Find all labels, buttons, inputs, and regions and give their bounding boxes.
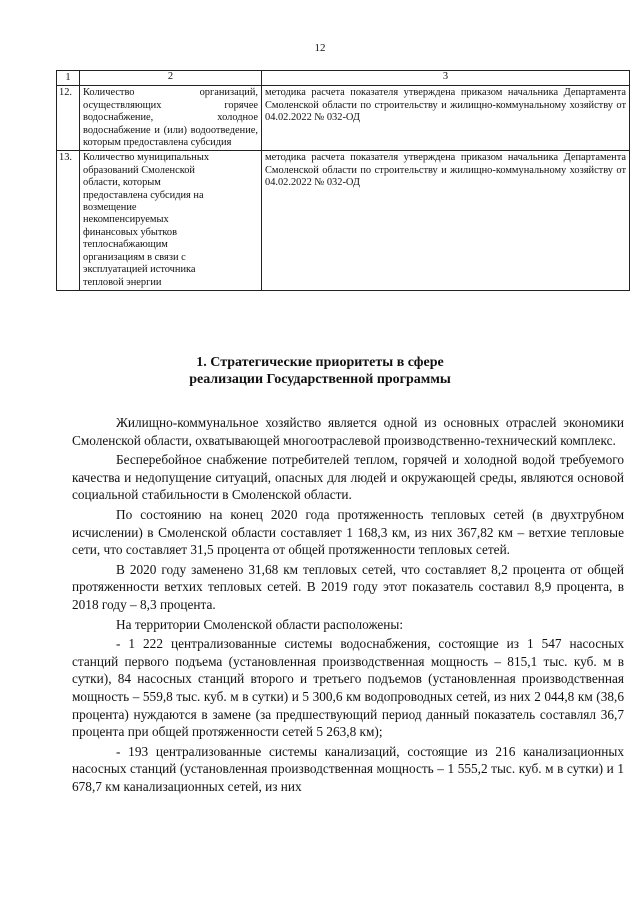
row-number: 13. <box>57 151 80 290</box>
paragraph: В 2020 году заменено 31,68 км тепловых сетей, что составляет 8,2 процента от общей протяженности ветхих тепловых сетей. В 2019 году этот показатель составил 8,9 процента, в 2018 году – 8,3 процента. <box>72 561 624 612</box>
indicator-method: методика расчета показателя утверждена приказом начальника Департамента Смоленской области по строительству и жилищно-коммунальному хозяйству от 04.02.2022 № 032-ОД <box>262 151 630 290</box>
table-row <box>57 151 630 290</box>
indicators-table <box>56 70 630 291</box>
table-header-row <box>57 71 630 86</box>
list-item: - 1 222 централизованные системы водоснабжения, состоящие из 1 547 насосных станций первого подъема (установленная производственная мощность – 815,1 тыс. куб. м в сутки), 84 насосных станций второго и третьего подъемов (установленная производственная мощность – 559,8 тыс. куб. м в сутки) и 5 300,6 км водопроводных сетей, из них 2 044,8 км (38,6 процента) нуждаются в замене (за предшествующий период данный показатель составлял 36,7 процента при общей протяженности сетей 5 263,8 км); <box>72 636 624 740</box>
section-title <box>0 354 640 388</box>
section-title-line-2: реализации Государственной программы <box>189 372 451 387</box>
document-body <box>72 414 624 797</box>
row-number: 12. <box>57 86 80 151</box>
section-title-line-1: 1. Стратегические приоритеты в сфере <box>196 355 444 370</box>
paragraph: По состоянию на конец 2020 года протяженность тепловых сетей (в двухтрубном исчислении) в Смоленской области составляет 1 168,3 км, из них 367,82 км – ветхие тепловые сети, что составляет 31,5 процента от общей протяженности тепловых сетей. <box>72 506 624 558</box>
page-number: 12 <box>314 42 326 54</box>
table-header-cell: 2 <box>80 71 262 86</box>
indicator-name: Количество организаций, осуществляющих горячее водоснабжение, холодное водоснабжение и (или) водоотведение, которым предоставлена субсидия <box>80 86 262 151</box>
paragraph: Жилищно-коммунальное хозяйство является одной из основных отраслей экономики Смоленской области, охватывающей многоотраслевой производственно-технический комплекс. <box>72 415 624 448</box>
table-header-cell: 3 <box>262 71 630 86</box>
table-header-cell: 1 <box>57 71 80 86</box>
indicator-method: методика расчета показателя утверждена приказом начальника Департамента Смоленской области по строительству и жилищно-коммунальному хозяйству от 04.02.2022 № 032-ОД <box>262 86 630 151</box>
list-item: - 193 централизованные системы канализаций, состоящие из 216 канализационных насосных станций (установленная производственная мощность – 1 555,2 тыс. куб. м в сутки) и 1 678,7 км канализационных сетей, из них <box>72 743 624 794</box>
paragraph: Бесперебойное снабжение потребителей теплом, горячей и холодной водой требуемого качества и недопущение ситуаций, опасных для людей и окружающей среды, являются основой социальной стабильности в Смоленской области. <box>72 452 624 503</box>
indicator-name: Количество муниципальных образований Смоленской области, которым предоставлена субсидия на возмещение некомпенсируемых финансовых убытков теплоснабжающим организациям в связи с эксплуатацией источника тепловой энергии <box>80 151 262 290</box>
paragraph: На территории Смоленской области расположены: <box>116 616 404 632</box>
table-row <box>57 86 630 151</box>
